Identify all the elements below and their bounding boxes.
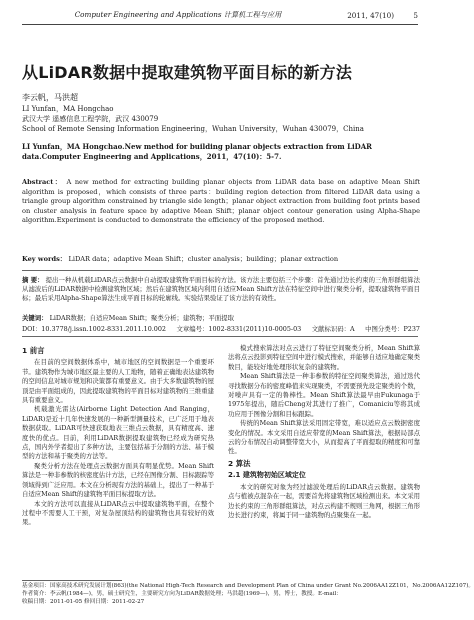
body-column-left [22, 344, 214, 528]
affiliation-english: School of Remote Sensing Information Engineering，Wuhan University，Wuhan 430079，China [22, 125, 364, 133]
section-heading: 2 算法 [228, 458, 251, 468]
english-abstract [22, 178, 420, 226]
cn-keywords-text: LiDAR数据；自适应Mean Shift；聚类分析；建筑物；平面提取 [49, 314, 235, 322]
clc-number: 中图分类号：P237 [365, 325, 420, 333]
body-paragraph: 本文的研究对象为经过滤波处理后的LiDAR点云数据。建筑物点与植被点混杂在一起，需要首先将建筑物区域检测出来。本文采用边长约束的三角形群组算法，对点云构建不规则三角网，根据三角形边长进行约束，将属于同一建筑物的点聚集在一起。 [228, 482, 420, 519]
journal-name: Computer Engineering and Applications 计算机工程与应用 [74, 10, 282, 19]
article-id: 文章编号：1002-8331(2011)10-0005-03 [176, 325, 302, 333]
fund-note: 基金项目：国家高技术研究发展计划(863)(the National High-Tech Research and Development Plan of China under Grant No.2006AA12Z101，No.2006AA12Z107)。 [22, 583, 474, 589]
doc-code: 文献标识码：A [311, 325, 355, 333]
doi: DOI：10.3778/j.issn.1002-8331.2011.10.002 [22, 325, 166, 333]
subsection-heading: 2.1 建筑物初始区域定位 [228, 471, 306, 480]
chinese-abstract [22, 276, 420, 304]
dates-note: 收稿日期：2011-01-05 修回日期：2011-02-27 [22, 599, 145, 605]
issue-info: 2011, 47(10) [347, 10, 394, 20]
footnotes [22, 582, 474, 606]
abstract-text: A new method for extracting building planar objects from LiDAR data base on adaptive Mean Shift algorithm is proposed，which consists of three parts：building region detection from filtered LiDAR data using a triangle group algorithm constrained by triangle side length；planar object extraction from building foot prints based on cluster analysis in feature space by adaptive Mean Shift；planar object contour generation using Alpha-Shape algorithm.Experiment is conducted to demonstrate the efficiency of the proposed method. [22, 178, 420, 225]
running-header [22, 6, 418, 25]
body-paragraph: 聚类分析方法在处理点云数据方面具有明显优势。Mean Shift算法是一种非参数的核密度估计方法，已经在图像分割、目标跟踪等领域得到广泛应用。本文在分析现有方法的基础上，提出了一种基于自适应Mean Shift的建筑物平面目标提取方法。 [22, 461, 214, 499]
section-heading: 1 前言 [22, 346, 45, 355]
english-citation: LI Yunfan，MA Hongchao.New method for building planar objects extraction from LiDAR data.Computer Engineering and Applications，2011，47(10)：5-7. [22, 142, 372, 161]
author-note: 作者简介：李云帆(1984—)，男，硕士研究生，主要研究方向为LiDAR数据处理；马洪超(1969—)，男，博士，教授。E-mail： [22, 591, 342, 597]
keywords-text: LiDAR data；adaptive Mean Shift；cluster analysis；building；planar extraction [68, 255, 339, 263]
authors-chinese: 李云帆，马洪超 [22, 93, 78, 102]
body-paragraph: 传统的Mean Shift算法采用固定带宽，难以适应点云数据密度变化的情况。本文采用自适应带宽的Mean Shift算法，根据局部点云的分布情况自动调整带宽大小，从而提高了平面提取的精度和可靠性。 [228, 419, 420, 456]
article-metadata [22, 324, 420, 333]
body-paragraph: 在目前的空间数据体系中，城市地区的空间数据是一个重要环节。建筑物作为城市地区最主要的人工地物，随着正确地表达建筑物的空间信息对城市规划和决策都有重要意义。由于大多数建筑物的屋顶是由平面组成的，因此提取建筑物的平面目标对建筑物的三维重建具有重要意义。 [22, 358, 214, 405]
page-number: 5 [413, 10, 418, 20]
cn-abstract-label: 摘 要： [22, 276, 44, 284]
english-keywords [22, 255, 420, 264]
abstract-label: Abstract： [22, 178, 63, 186]
body-paragraph: Mean Shift算法是一种非参数的特征空间聚类算法，通过迭代寻找数据分布的密度峰值来实现聚类，不需要预先设定聚类的个数，对噪声具有一定的鲁棒性。Mean Shift算法最早由Fukunaga于1975年提出，随后Cheng对其进行了推广，Comaniciu等将其成功应用于图像分割和目标跟踪。 [228, 372, 420, 418]
body-paragraph: 机载激光雷达(Airborne Light Detection And Ranging，LiDAR)是近十几年快速发展的一种新型测量技术，已广泛用于地表数据获取。LiDAR可快速获取地表三维点云数据，具有精度高、速度快的优点。目前，利用LiDAR数据提取建筑物已经成为研究热点，国内外学者提出了多种方法，主要包括基于分割的方法、基于模型的方法和基于聚类的方法等。 [22, 405, 214, 461]
chinese-keywords [22, 314, 420, 323]
body-paragraph: 本文的方法可以直接从LiDAR点云中提取建筑物平面，在整个过程中不需要人工干预，对复杂屋顶结构的建筑物也具有较好的效果。 [22, 499, 214, 527]
divider-top [22, 270, 418, 271]
authors-english: LI Yunfan，MA Hongchao [22, 105, 114, 113]
affiliation-chinese: 武汉大学 遥感信息工程学院，武汉 430079 [22, 115, 159, 123]
body-column-right [228, 344, 420, 520]
body-paragraph: 模式搜索算法对点云进行了特征空间聚类分析，Mean Shift算法将点云投影到特征空间中进行模式搜索，并能够自适应地确定聚类数目，能较好地处理形状复杂的建筑物。 [228, 344, 420, 371]
cn-abstract-text: 提出一种从机载LiDAR点云数据中自动提取建筑物平面目标的方法。该方法主要包括三个步骤：首先通过边长约束的三角形群组算法从滤波后的LiDAR数据中检测建筑物区域；然后在建筑物区域内利用自适应Mean Shift方法在特征空间中进行聚类分析，提取建筑物平面目标；最后采用Alpha-Shape算法生成平面目标的轮廓线。实验结果验证了该方法的有效性。 [22, 276, 420, 303]
footnote-divider [22, 580, 122, 581]
divider-bottom [22, 336, 418, 337]
keywords-label: Key words： [22, 255, 67, 263]
paper-title: 从LiDAR数据中提取建筑物平面目标的新方法 [22, 63, 353, 82]
cn-keywords-label: 关键词： [22, 314, 48, 322]
